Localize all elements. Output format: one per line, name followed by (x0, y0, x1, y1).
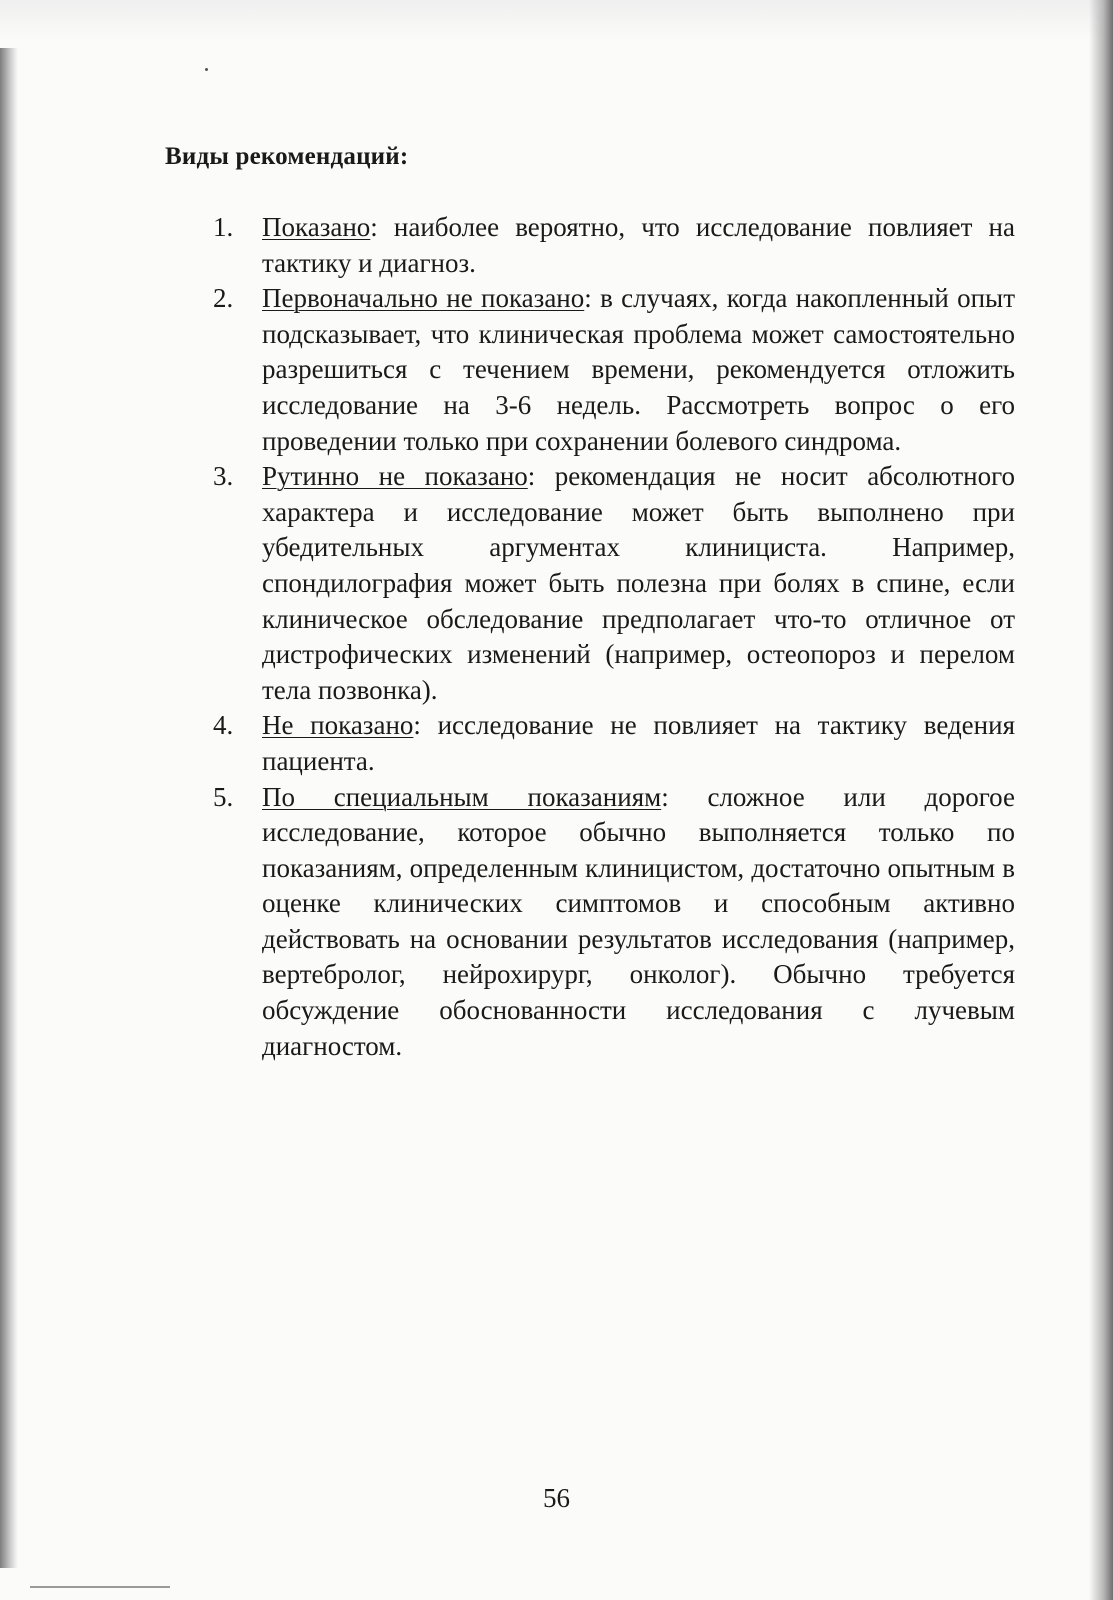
page-number: 56 (543, 1483, 570, 1513)
recommendation-term: Не показано (262, 710, 414, 741)
recommendation-text: сложное или дорогое исследование, которое обычно выполняется только по показаниям, определенным клиницистом, достаточно опытным в оценке клинических симптомов и способным активно действовать на основании результатов исследования (например, вертебролог, нейрохирург, онколог). Обычно требуется обсуждение обоснованности исследования с лучевым диагностом. (262, 781, 1015, 1061)
recommendation-item (205, 459, 1015, 708)
recommendation-item (205, 281, 1015, 459)
recommendation-text: исследование не повлияет на тактику ведения пациента. (262, 710, 1015, 776)
scan-top-shade (0, 0, 1113, 40)
recommendation-item (205, 780, 1015, 1065)
recommendation-list (205, 210, 1015, 1064)
section-heading: Виды рекомендаций: (165, 143, 409, 170)
recommendation-text: в случаях, когда накопленный опыт подсказывает, что клиническая проблема может самостоятельно разрешиться с течением времени, рекомендуется отложить исследование на 3-6 недель. Рассмотреть вопрос о его проведении только при сохранении болевого синдрома. (262, 283, 1015, 456)
item-number: 3. (213, 461, 234, 492)
term-separator: : (527, 461, 536, 492)
item-number: 2. (213, 283, 234, 314)
scan-bottom-line (30, 1586, 170, 1588)
term-separator: : (370, 212, 378, 242)
recommendation-item (205, 708, 1015, 779)
recommendation-term: Показано (262, 212, 371, 242)
term-separator: : (661, 781, 669, 812)
term-separator: : (413, 710, 421, 741)
recommendation-term: Рутинно не показано (262, 461, 528, 492)
recommendation-term: По специальным показаниям (262, 781, 662, 812)
scan-speck (205, 68, 208, 71)
recommendation-item (205, 210, 1015, 281)
scan-right-edge (1089, 0, 1113, 1600)
scan-left-edge (0, 48, 18, 1568)
recommendation-term: Первоначально не показано (262, 283, 585, 314)
term-separator: : (584, 283, 592, 314)
item-number: 4. (213, 710, 234, 741)
item-number: 5. (213, 781, 234, 812)
recommendation-text: рекомендация не носит абсолютного характера и исследование может быть выполнено при убедительных аргументах клинициста. Например, спондилография может быть полезна при болях в спине, если клиническое обследование предполагает что-то отличное от дистрофических изменений (например, остеопороз и перелом тела позвонка). (262, 461, 1015, 705)
recommendation-text: наиболее вероятно, что исследование повлияет на тактику и диагноз. (262, 212, 1015, 278)
item-number: 1. (213, 212, 234, 242)
